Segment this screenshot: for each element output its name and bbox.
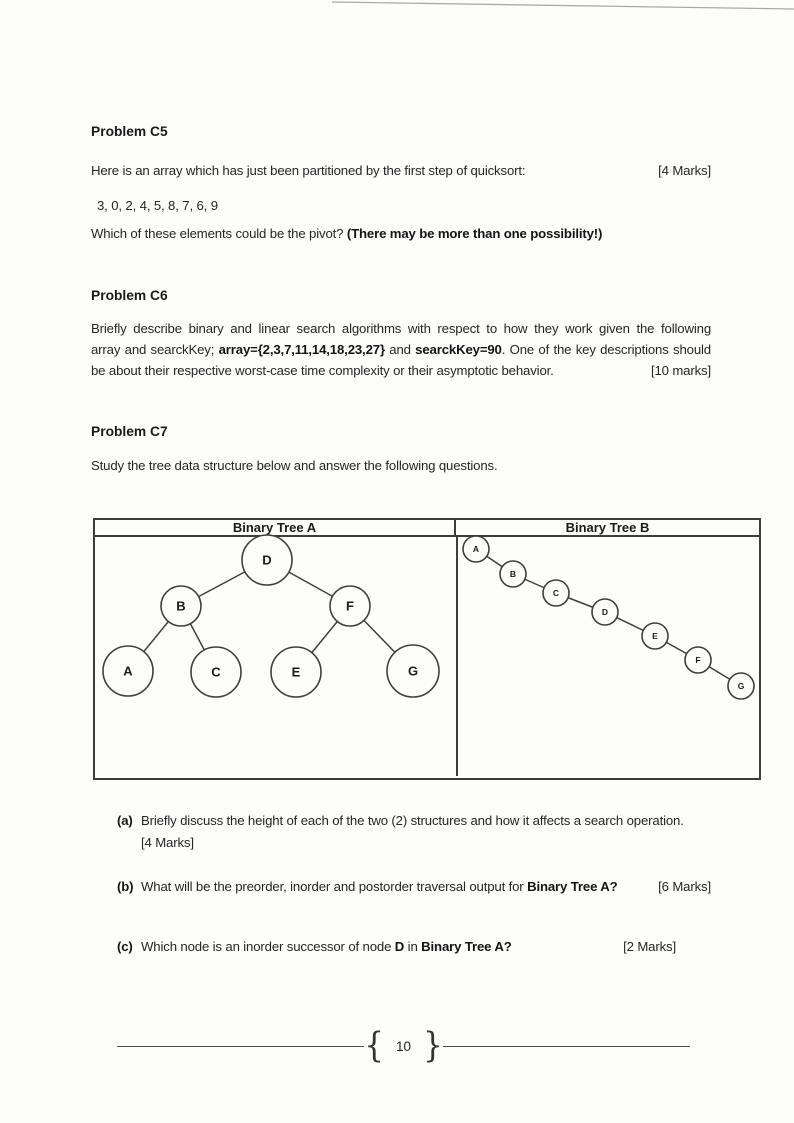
problem-c7-intro: Study the tree data structure below and answer the following questions. [91,458,498,473]
tree-a-node-label-B: B [176,598,186,614]
problem-c6-line2-n3: . One of the key descriptions should [501,342,711,357]
figure-header-tree-b: Binary Tree B [565,520,650,535]
problem-c5-question [91,223,602,244]
tree-b-node-label-D: D [601,607,609,617]
question-b-label: (b) [117,879,134,894]
problem-c6-marks: [10 marks] [650,363,711,378]
tree-b-node-label-F: F [695,655,701,665]
question-a-text: Briefly discuss the height of each of the two (2) structures and how it affects a search operation. [141,813,684,828]
figure-header-row [95,520,759,537]
problem-c5-marks: [4 Marks] [658,163,711,178]
problem-c5-title: Problem C5 [91,124,168,139]
problem-c6-line3: be about their respective worst-case time complexity or their asymptotic behavior. [91,363,554,378]
tree-b-node-label-E: E [652,631,658,641]
problem-c7-title: Problem C7 [91,424,168,439]
figure-body [95,537,759,776]
tree-a-node-label-C: C [211,664,221,680]
binary-tree-figure [93,518,761,780]
tree-b-node-label-C: C [552,588,560,598]
page-footer [117,1027,690,1065]
question-c [117,936,711,957]
problem-c6-line2-b1: array={2,3,7,11,14,18,23,27} [218,342,385,357]
problem-c6-line2-n2: and [384,342,416,357]
question-c-text-n1: Which node is an inorder successor of node [141,939,395,954]
problem-c5-question-normal: Which of these elements could be the pivot? [91,226,347,241]
tree-b-node-label-A: A [472,544,480,554]
question-b-text-normal: What will be the preorder, inorder and postorder traversal output for [141,879,528,894]
question-c-text [141,936,512,957]
problem-c6-line2 [91,339,711,360]
tree-b-node-label-B: B [509,569,517,579]
problem-c5-intro: Here is an array which has just been partitioned by the first step of quicksort: [91,163,526,178]
footer-brace-right: } [423,1025,443,1067]
question-b-text-bold: Binary Tree A? [527,879,618,894]
figure-column-divider [456,537,458,776]
question-a [117,810,711,854]
footer-brace-left: { [364,1025,384,1067]
question-a-marks: [4 Marks] [141,835,194,850]
figure-header-tree-a: Binary Tree A [95,520,456,535]
question-b [117,876,711,897]
question-c-text-b1: D [394,939,405,954]
question-c-label: (c) [117,939,133,954]
footer-rule-right [443,1046,690,1047]
problem-c6-line3-row [91,360,711,381]
tree-a-node-label-G: G [407,663,419,679]
question-b-marks: [6 Marks] [658,879,711,894]
problem-c6-line2-n1: array and searckKey; [91,342,219,357]
tree-b-node-label-G: G [737,681,745,691]
tree-a-node-label-A: A [123,663,133,679]
problem-c5-question-bold: (There may be more than one possibility!) [346,226,603,241]
footer-rule-left [117,1046,364,1047]
question-b-text [141,876,618,897]
problem-c5-intro-row [91,160,711,181]
binary-trees-diagram [95,537,759,776]
question-c-text-b2: Binary Tree A? [421,939,512,954]
tree-a-node-label-D: D [262,552,272,568]
question-a-label: (a) [117,813,133,828]
tree-a-node-label-F: F [346,598,354,614]
scan-artifact-line [0,0,794,14]
question-c-marks: [2 Marks] [623,939,676,954]
problem-c6-paragraph [91,318,711,381]
problem-c6-line2-b2: searckKey=90 [415,342,502,357]
problem-c5-array: 3, 0, 2, 4, 5, 8, 7, 6, 9 [97,198,218,213]
problem-c6-title: Problem C6 [91,288,168,303]
problem-c6-line1: Briefly describe binary and linear search algorithms with respect to how they work given the following [91,321,711,336]
question-c-text-n2: in [404,939,422,954]
page-number: 10 [395,1038,412,1054]
tree-a-node-label-E: E [291,664,301,680]
